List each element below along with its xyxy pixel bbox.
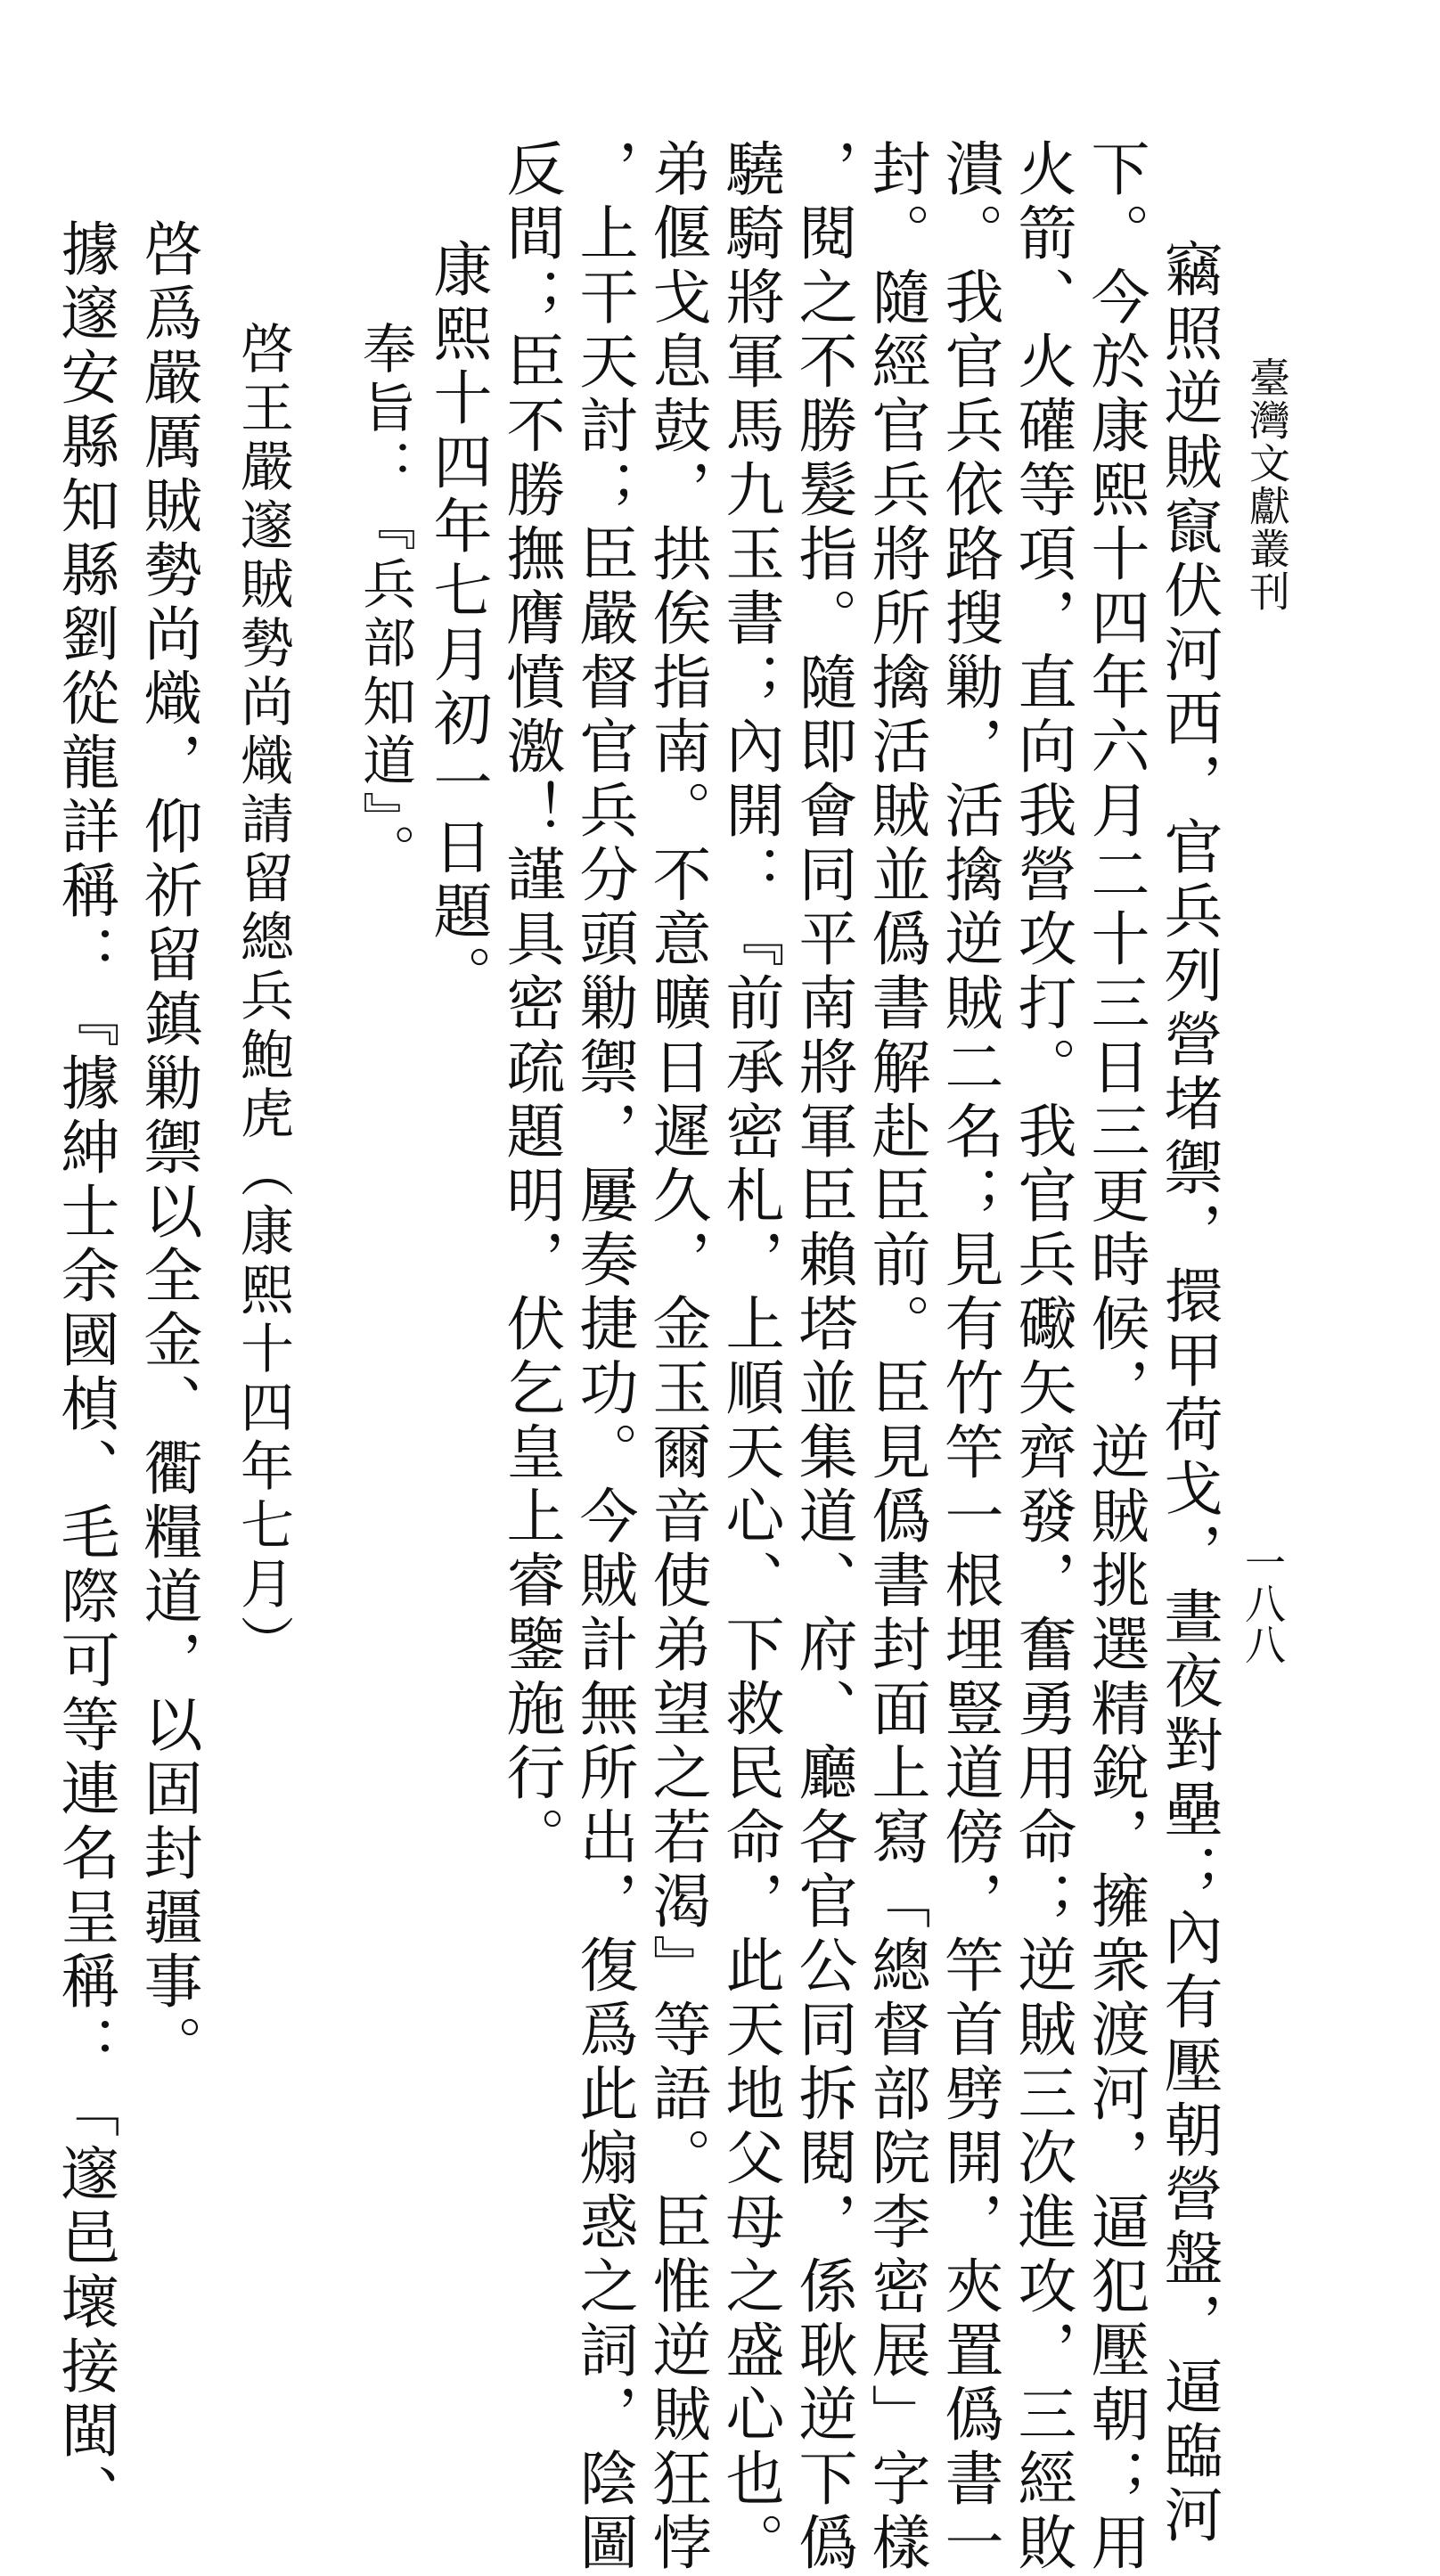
date-column: 康熙十四年七月初一日題。 (423, 239, 492, 1009)
text-column-2: 下。今於康熙十四年六月二十三日三更時候，逆賊挑選精銳，擁衆渡河，逼犯壓朝；用 (1081, 138, 1150, 2576)
text-column-8: 弟偃戈息鼓，拱俟指南。不意曠日遲久，金玉爾音使弟望之若渴』等語。臣惟逆賊狂悖 (642, 138, 711, 2576)
running-header-title: 臺灣文獻叢刊 (1243, 356, 1291, 613)
text-column-14: 啓爲嚴厲賊勢尚熾，仰祈留鎮勦禦以全金、衢糧道，以固封疆事。 (134, 218, 202, 2079)
imperial-rescript-column: 奉旨：『兵部知道』。 (354, 321, 416, 882)
page-number: 一八八 (1239, 1542, 1287, 1664)
text-column-15: 據邃安縣知縣劉從龍詳稱：『據紳士余國楨、毛際可等連名呈稱：「邃邑壞接閩、 (51, 218, 119, 2528)
text-column-9: ，上干天討；臣嚴督官兵分頭勦禦，屢奏捷功。今賊計無所出，復爲此煽惑之詞，陰圖 (569, 138, 638, 2576)
text-column-5: 封。隨經官兵將所擒活賊並僞書解赴臣前。臣見僞書封面上寫「總督部院李密展」字樣 (862, 138, 930, 2576)
text-column-10: 反間；臣不勝撫膺憤激！謹具密疏題明，伏乞皇上睿鑒施行。 (496, 138, 565, 1870)
section-heading-column: 啓王嚴邃賊勢尚熾請留總兵鮑虎（康熙十四年七月） (232, 321, 294, 1673)
text-column-7: 驍騎將軍馬九玉書；內開：『前承密札，上順天心、下救民命，此天地父母之盛心也。 (716, 138, 784, 2576)
text-column-4: 潰。我官兵依路搜勦，活擒逆賊二名；見有竹竿一根埋豎道傍，竿首劈開，夾置僞書一 (935, 138, 1003, 2576)
text-column-1: 竊照逆賊竄伏河西，官兵列營堵禦，擐甲荷戈，晝夜對壘；內有壓朝營盤，逼臨河 (1154, 239, 1223, 2548)
text-column-6: ，閱之不勝髮指。隨即會同平南將軍臣賴塔並集道、府、廳各官公同拆閱，係耿逆下僞 (789, 138, 857, 2576)
text-column-3: 火箭、火礶等項，直向我營攻打。我官兵礮矢齊發，奮勇用命；逆賊三次進攻，三經敗 (1008, 138, 1076, 2576)
